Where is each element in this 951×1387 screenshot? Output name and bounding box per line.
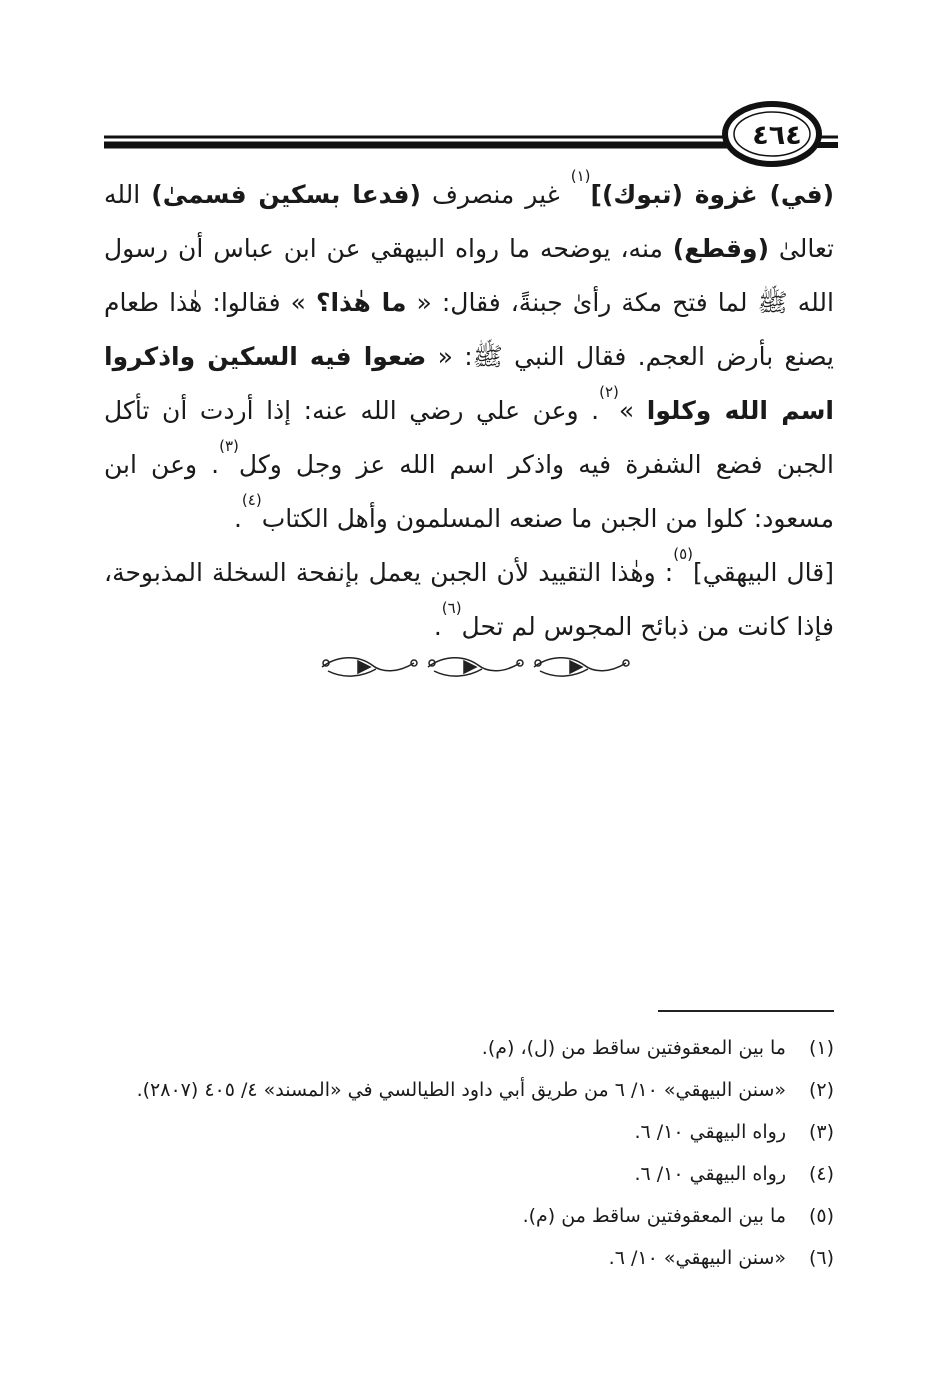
footnote-number: (٤) bbox=[808, 1163, 834, 1185]
text-segment: الله تعالىٰ bbox=[104, 180, 834, 263]
footnote-1 bbox=[90, 1027, 834, 1069]
text-segment: » فقالوا: هٰذا طعام يصنع بأرض العجم. فقال النبي ﷺ: « bbox=[104, 288, 834, 371]
footnote-number: (٣) bbox=[808, 1121, 834, 1143]
footnote-3 bbox=[90, 1111, 834, 1153]
footnote-number: (١) bbox=[808, 1037, 834, 1059]
footnote-text: رواه البيهقي ١٠/ ٦. bbox=[634, 1121, 786, 1143]
footnote-4 bbox=[90, 1153, 834, 1195]
footnote-2 bbox=[90, 1069, 834, 1111]
text-segment: (في) غزوة (تبوك)] bbox=[590, 180, 834, 209]
footnote-text: ما بين المعقوفتين ساقط من (ل)، (م). bbox=[481, 1037, 786, 1059]
text-segment: غير منصرف bbox=[420, 180, 571, 209]
paragraph-1 bbox=[104, 168, 834, 546]
paragraph-2 bbox=[104, 546, 834, 654]
footnote-text: رواه البيهقي ١٠/ ٦. bbox=[634, 1163, 786, 1185]
text-segment: ما هٰذا؟ bbox=[315, 288, 407, 317]
footnote-6 bbox=[90, 1237, 834, 1279]
footnote-number: (٢) bbox=[808, 1079, 834, 1101]
main-text bbox=[104, 168, 834, 654]
footnote-number: (٦) bbox=[808, 1247, 834, 1269]
footnotes bbox=[90, 1027, 834, 1279]
text-segment: » bbox=[618, 396, 647, 425]
text-segment: . وعن علي رضي الله عنه: إذا أردت أن تأكل الجبن فضع الشفرة فيه واذكر اسم الله عز وجل وكل bbox=[104, 396, 835, 479]
footnote-text: «سنن البيهقي» ١٠/ ٦ من طريق أبي داود الطيالسي في «المسند» ٤/ ٤٠٥ (٢٨٠٧). bbox=[136, 1079, 786, 1101]
footnote-ref-3: (٣) bbox=[219, 437, 239, 455]
footnote-ref-1: (١) bbox=[570, 167, 591, 185]
text-segment: (وقطع) bbox=[672, 234, 769, 263]
text-segment: : وهٰذا التقييد لأن الجبن يعمل بإنفحة السخلة المذبوحة، فإذا كانت من ذبائح المجوس لم تحل bbox=[104, 558, 834, 641]
text-segment: [قال البيهقي] bbox=[692, 558, 834, 587]
footnote-number: (٥) bbox=[808, 1205, 834, 1227]
text-segment: . bbox=[433, 612, 442, 641]
footnote-separator bbox=[658, 1010, 834, 1012]
footnote-text: «سنن البيهقي» ١٠/ ٦. bbox=[608, 1247, 786, 1269]
text-segment: ضعوا فيه السكين واذكروا اسم الله وكلوا bbox=[104, 342, 834, 425]
footnote-text: ما بين المعقوفتين ساقط من (م). bbox=[522, 1205, 786, 1227]
page-header bbox=[0, 0, 951, 170]
footnote-ref-5: (٥) bbox=[673, 545, 693, 563]
text-segment: . وعن ابن مسعود: كلوا من الجبن ما صنعه المسلمون وأهل الكتاب bbox=[104, 450, 834, 533]
footnote-5 bbox=[90, 1195, 834, 1237]
section-divider-ornament bbox=[318, 651, 634, 681]
page-number: ٤٦٤ bbox=[752, 120, 802, 151]
footnote-ref-2: (٢) bbox=[599, 383, 619, 401]
text-segment: (فدعا بسكين فسمىٰ) bbox=[151, 180, 421, 209]
footnote-ref-6: (٦) bbox=[441, 599, 462, 617]
text-segment: . bbox=[233, 504, 242, 533]
footnote-ref-4: (٤) bbox=[241, 491, 262, 509]
text-segment: منه، يوضحه ما رواه البيهقي عن ابن عباس أن رسول الله ﷺ لما فتح مكة رأىٰ جبنةً، فقال: « bbox=[104, 234, 834, 317]
